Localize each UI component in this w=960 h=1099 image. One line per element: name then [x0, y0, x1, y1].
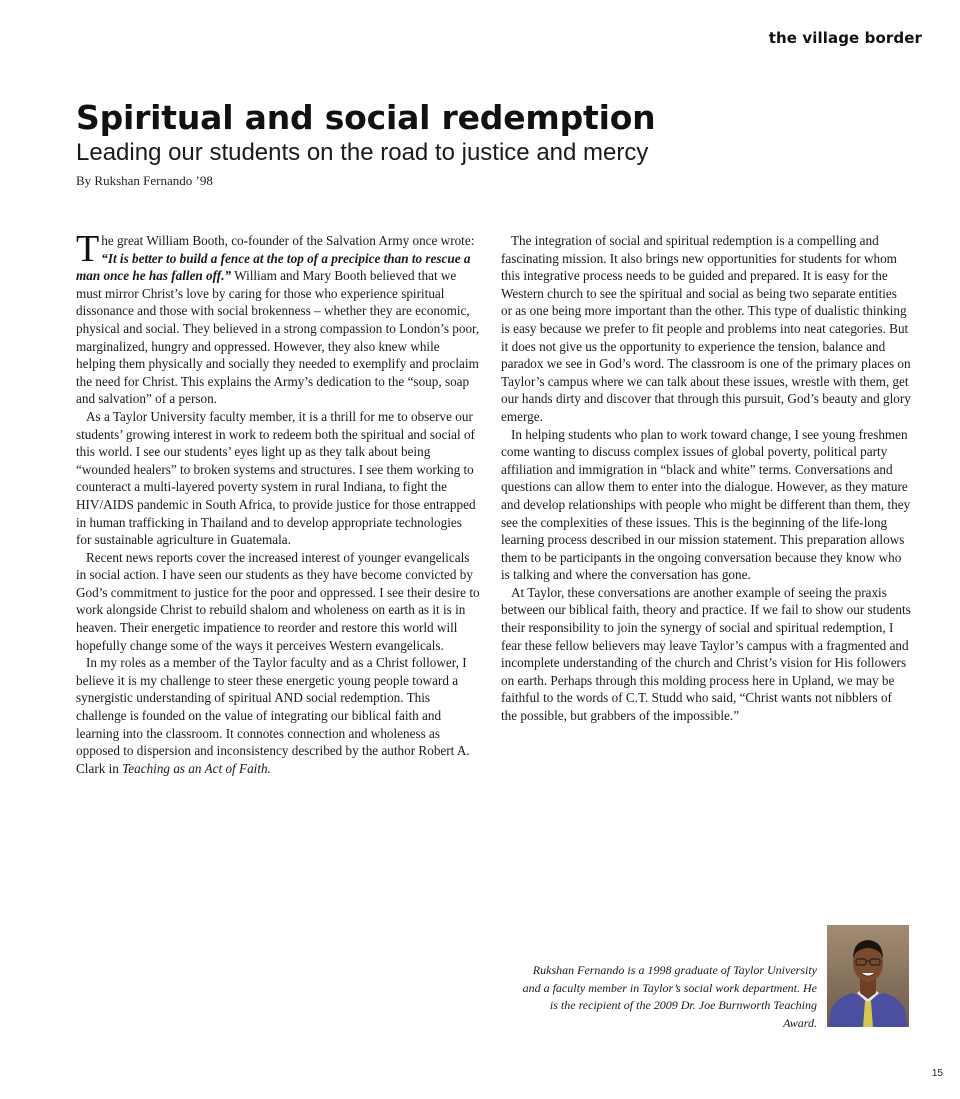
paragraph-1-rest: William and Mary Booth believed that we must mirror Christ’s love by caring for those who experience spiritual dissonance and those with social brokenness – whether they are economic, physical and social. They believed in a strong compassion to London’s poor, marginalized, hungry and oppressed. However, they also knew while helping them physically and socially they needed to exemplify and proclaim the need for Christ. This explains the Army’s dedication to the “soup, soap and salvation” of a person. [76, 268, 480, 407]
left-column [76, 228, 480, 777]
right-column [501, 232, 911, 725]
paragraph-6: In helping students who plan to work toward change, I see young freshmen come wanting to discuss complex issues of global poverty, political party affiliation and immigration in “black and white” terms. Conversations and questions can allow them to enter into the dialogue. However, as they mature and develop relationships with people who might be different than them, they see the complexities of these issues. This is the beginning of the life-long learning process described in our mission statement. This preparation allows them to be participants in the ongoing conversation because they know who is talking and where the conversation has gone. [501, 426, 911, 583]
author-portrait-icon [827, 925, 909, 1027]
paragraph-4 [76, 654, 480, 777]
paragraph-1-lead: he great William Booth, co-founder of the Salvation Army once wrote: [101, 233, 475, 248]
author-bio: Rukshan Fernando is a 1998 graduate of Taylor University and a faculty member in Taylor’s social work department. He is the recipient of the 2009 Dr. Joe Burnworth Teaching Award. [522, 963, 817, 1030]
paragraph-7: At Taylor, these conversations are another example of seeing the praxis between our biblical faith, theory and practice. If we fail to show our students their responsibility to join the synergy of social and spiritual redemption, I fear these fellow believers may leave Taylor’s campus with a fragmented and incomplete understanding of the church and Christ’s vision for His followers on earth. Perhaps through this molding process here in Upland, we may be faithful to the words of C.T. Studd who said, “Christ wants not nibblers of the possible, but grabbers of the impossible.” [501, 584, 911, 724]
drop-cap: T [76, 228, 100, 270]
book-title: Teaching as an Act of Faith. [122, 760, 271, 776]
paragraph-2: As a Taylor University faculty member, it is a thrill for me to observe our students’ growing interest in work to redeem both the spiritual and social of this world. I see our students’ eyes light up as they talk about being “wounded healers” to broken systems and structures. I see them working to counteract a multi-layered poverty system in rural Indiana, to fight the HIV/AIDS pandemic in South Africa, to provide justice for those entrapped in human trafficking in Thailand and to develop appropriate technologies for sustainable agriculture in Guatemala. [76, 408, 476, 548]
paragraph-1 [76, 228, 480, 408]
article-subtitle: Leading our students on the road to justice and mercy [76, 139, 649, 166]
paragraph-3: Recent news reports cover the increased interest of younger evangelicals in social action. I have seen our students as they have become convicted by God’s commitment to justice for the poor and oppressed. I see their desire to work alongside Christ to rebuild shalom and wholeness on earth as it is in heaven. Their energetic impatience to reorder and restore this world will hopefully change some of the ways it perceives Western evangelicals. [76, 549, 480, 653]
page-number: 15 [931, 1068, 943, 1079]
paragraph-4-text: In my roles as a member of the Taylor faculty and as a Christ follower, I believe it is my challenge to steer these energetic young people toward a synergistic understanding of spiritual AND social redemption. This challenge is founded on the value of integrating our biblical faith and learning into the classroom. It connotes connection and wholeness as opposed to dispersion and inconsistency described by the author Robert A. Clark in [76, 655, 470, 776]
article-title: Spiritual and social redemption [76, 98, 656, 137]
section-header: the village border [768, 29, 922, 47]
paragraph-5: The integration of social and spiritual redemption is a compelling and fascinating mission. It also brings new opportunities for students for whom this integrative process needs to be guided and prepared. It is easy for the Western church to see the spiritual and social as being two separate entities or as one being more important than the other. This type of dualistic thinking is easy because we prefer to fit people and problems into neat categories. But it does not give us the opportunity to experience the tension, balance and paradox we see in God’s word. The classroom is one of the primary places on Taylor’s campus where we can talk about these issues, wrestle with them, get our hands dirty and discover that through this pursuit, God’s beauty and glory emerge. [501, 233, 911, 424]
byline: By Rukshan Fernando ’98 [76, 173, 213, 188]
booth-quote: “It is better to build a fence at the top of a precipice than to rescue a man once he has fallen off.” [76, 250, 471, 284]
author-photo [827, 925, 909, 1027]
